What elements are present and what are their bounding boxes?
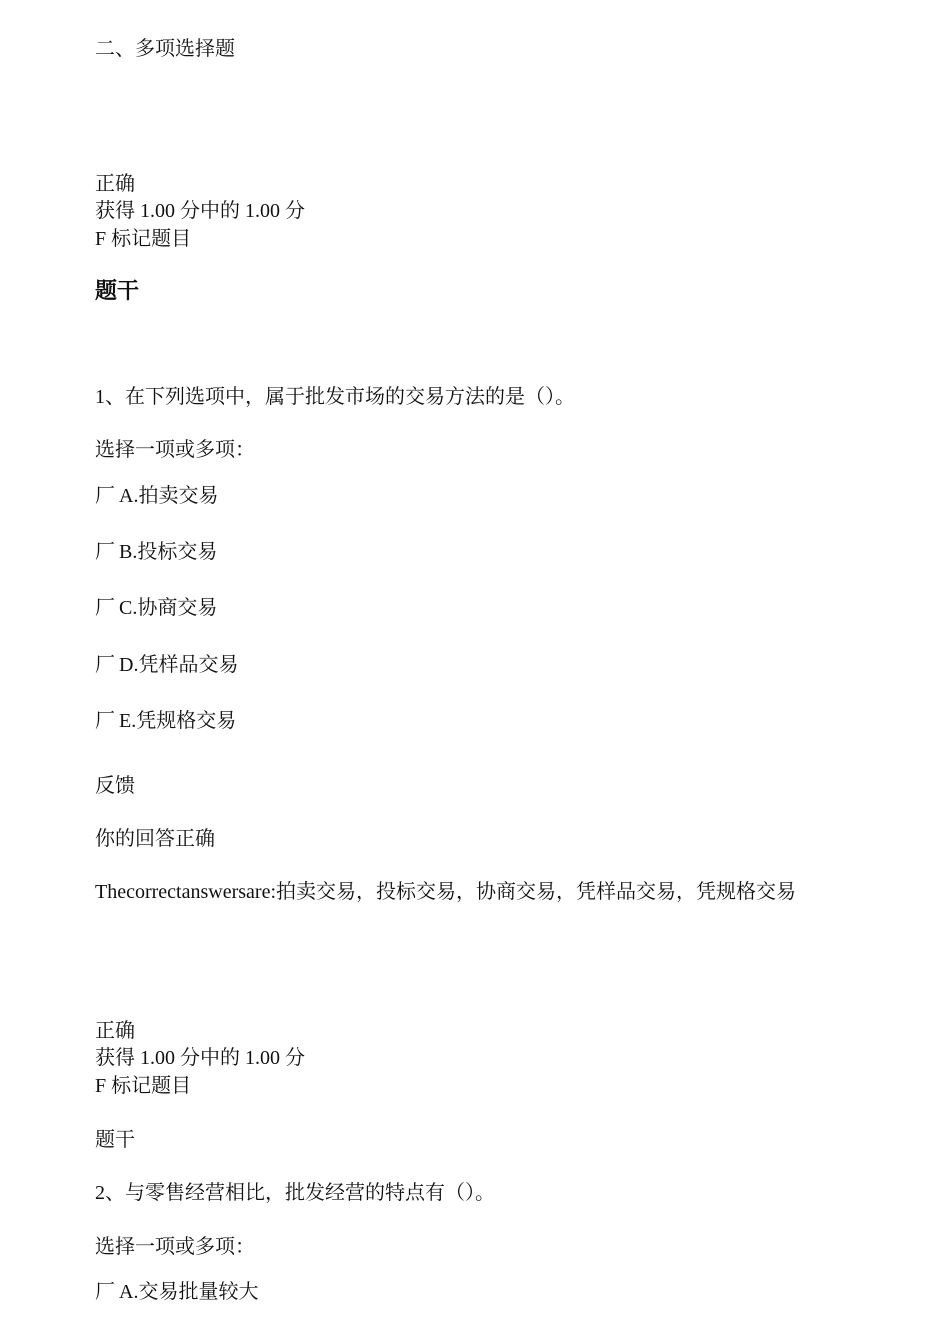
question-status: 正确 bbox=[95, 1020, 135, 1042]
question-score: 获得 1.00 分中的 1.00 分 bbox=[95, 1047, 305, 1069]
checkbox-icon[interactable]: 厂 bbox=[95, 654, 115, 676]
question-score: 获得 1.00 分中的 1.00 分 bbox=[95, 200, 305, 222]
question-text: 2、与零售经营相比，批发经营的特点有（）。 bbox=[95, 1182, 495, 1204]
option-label: B.投标交易 bbox=[119, 541, 218, 563]
option-label: E.凭规格交易 bbox=[119, 710, 237, 732]
option-e-checkbox[interactable] bbox=[95, 709, 236, 733]
option-a-checkbox[interactable] bbox=[95, 484, 218, 508]
checkbox-icon[interactable]: 厂 bbox=[95, 541, 115, 563]
option-b-checkbox[interactable] bbox=[95, 540, 217, 564]
option-c-checkbox[interactable] bbox=[95, 596, 217, 620]
question-stem-label: 题干 bbox=[95, 278, 140, 303]
checkbox-icon[interactable]: 厂 bbox=[95, 1281, 115, 1303]
select-prompt: 选择一项或多项： bbox=[95, 1236, 255, 1258]
option-label: A.交易批量较大 bbox=[119, 1281, 259, 1303]
section-heading: 二、多项选择题 bbox=[95, 38, 235, 60]
question-text: 1、在下列选项中，属于批发市场的交易方法的是（）。 bbox=[95, 386, 575, 408]
select-prompt: 选择一项或多项： bbox=[95, 439, 255, 461]
option-a-checkbox[interactable] bbox=[95, 1280, 258, 1304]
feedback-result: 你的回答正确 bbox=[95, 828, 215, 850]
option-label: A.拍卖交易 bbox=[119, 485, 219, 507]
feedback-label: 反馈 bbox=[95, 775, 135, 797]
option-d-checkbox[interactable] bbox=[95, 653, 238, 677]
checkbox-icon[interactable]: 厂 bbox=[95, 485, 115, 507]
correct-answer: Thecorrectanswersare:拍卖交易，投标交易，协商交易，凭样品交易，凭规格交易 bbox=[95, 881, 796, 903]
question-stem-label: 题干 bbox=[95, 1129, 135, 1151]
flag-question-link[interactable]: F 标记题目 bbox=[95, 228, 192, 250]
option-label: D.凭样品交易 bbox=[119, 654, 239, 676]
checkbox-icon[interactable]: 厂 bbox=[95, 597, 115, 619]
flag-question-link[interactable]: F 标记题目 bbox=[95, 1075, 192, 1097]
question-status: 正确 bbox=[95, 173, 135, 195]
option-label: C.协商交易 bbox=[119, 597, 218, 619]
checkbox-icon[interactable]: 厂 bbox=[95, 710, 115, 732]
